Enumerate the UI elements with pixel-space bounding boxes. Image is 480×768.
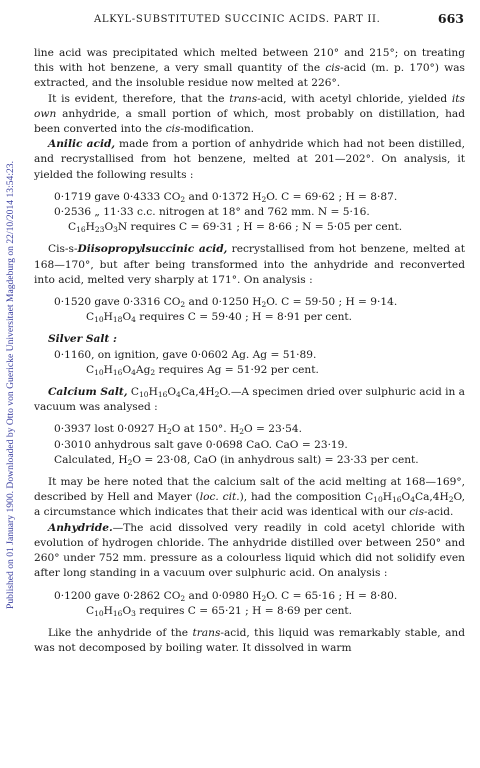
- article-body: [34, 46, 465, 656]
- paragraph-continued: line acid was precipitated which melted between 210° and 215°; on treating this with hot benzene, a very small quantity of the cis-acid (m. p. 170°) was extracted, and the insoluble residue now melted at 226°.: [34, 47, 465, 90]
- page-header: [34, 10, 464, 30]
- analysis-line: 0·1200 gave 0·2862 $CO_2$ and 0·0980 $H_2O$. C = 65·16 ; H = 8·80.: [54, 589, 398, 603]
- paragraph-stability: Like the anhydride of the trans-acid, this liquid was remarkably stable, and was not decomposed by boiling water. It dissolved in warm: [34, 626, 465, 655]
- analysis-line: 0·2536 „ 11·33 c.c. nitrogen at 18° and 762 mm. N = 5·16.: [54, 206, 370, 219]
- download-notice-text: Published on 01 January 1900. Downloaded by Otto von Guericke Universitaet Magdeburg on 22/10/2014 13:54:23.: [5, 161, 16, 610]
- analysis-line: 0·1719 gave 0·4333 $CO_2$ and 0·1372 $H_2O$. C = 69·62 ; H = 8·87.: [54, 190, 398, 204]
- analysis-requires-line: $C_{16}H_{23}O_3N$ requires C = 69·31 ; H = 8·66 ; N = 5·05 per cent.: [68, 221, 403, 235]
- analysis-line: 0·1520 gave 0·3316 $CO_2$ and 0·1250 $H_2O$. C = 59·50 ; H = 9·14.: [54, 296, 398, 310]
- download-notice-sidebar: [4, 12, 18, 758]
- paragraph-anhydride: Anhydride.—The acid dissolved very readily in cold acetyl chloride with evolution of hydrogen chloride. The anhydride distilled over between 250° and 260° under 752 mm. pressure as a colourless liquid which did not solidify even after long standing in a vacuum over sulphuric acid. On analysis :: [34, 521, 465, 580]
- analysis-requires-line: $C_{10}H_{16}O_4Ag_2$ requires Ag = 51·92 per cent.: [86, 363, 319, 377]
- running-head: ALKYL-SUBSTITUTED SUCCINIC ACIDS. PART II.: [94, 14, 381, 25]
- analysis-requires-line: $C_{10}H_{18}O_4$ requires C = 59·40 ; H = 8·91 per cent.: [86, 311, 353, 325]
- paragraph-calcium-salt: Calcium Salt, $C_{10}H_{16}O_4Ca,4H_2O.—A$ specimen dried over sulphuric acid in a vacuum was analysed :: [34, 386, 465, 414]
- paragraph-trans-acid: It is evident, therefore, that the trans-acid, with acetyl chloride, yielded its own anhydride, a small portion of which, most probably on distillation, had been converted into the cis-modification.: [34, 92, 465, 136]
- analysis-line: 0·3937 lost 0·0927 $H_2O$ at 150°. $H_2O = 23\cdot 54$.: [54, 423, 302, 437]
- analysis-line: 0·3010 anhydrous salt gave 0·0698 CaO. CaO = 23·19.: [54, 438, 348, 451]
- analysis-line: 0·1160, on ignition, gave 0·0602 Ag. Ag = 51·89.: [54, 348, 317, 361]
- analysis-requires-line: $C_{10}H_{16}O_3$ requires C = 65·21 ; H = 8·69 per cent.: [86, 604, 353, 618]
- page-number: 663: [437, 11, 464, 26]
- paragraph-hell-mayer: It may be here noted that the calcium salt of the acid melting at 168—169°, described by Hell and Mayer (loc. cit.), had the composition $C_{10}H_{16}O_4Ca,4H_2O$, a circumstance which indicates that their acid was identical with our cis-acid.: [34, 476, 465, 519]
- analysis-line: Calculated, $H_2O = 23\cdot 08$, CaO (in anhydrous salt) = 23·33 per cent.: [54, 453, 419, 467]
- silver-salt-heading: Silver Salt :: [48, 333, 117, 346]
- paragraph-anilic-acid: Anilic acid, made from a portion of anhydride which had not been distilled, and recrystallised from hot benzene, melted at 201—202°. On analysis, it yielded the following results :: [34, 138, 465, 181]
- paragraph-cis-acid: Cis-s-Diisopropylsuccinic acid, recrystallised from hot benzene, melted at 168—170°, but after being transformed into the anhydride and reconverted into acid, melted very sharply at 171°. On analysis :: [34, 243, 465, 286]
